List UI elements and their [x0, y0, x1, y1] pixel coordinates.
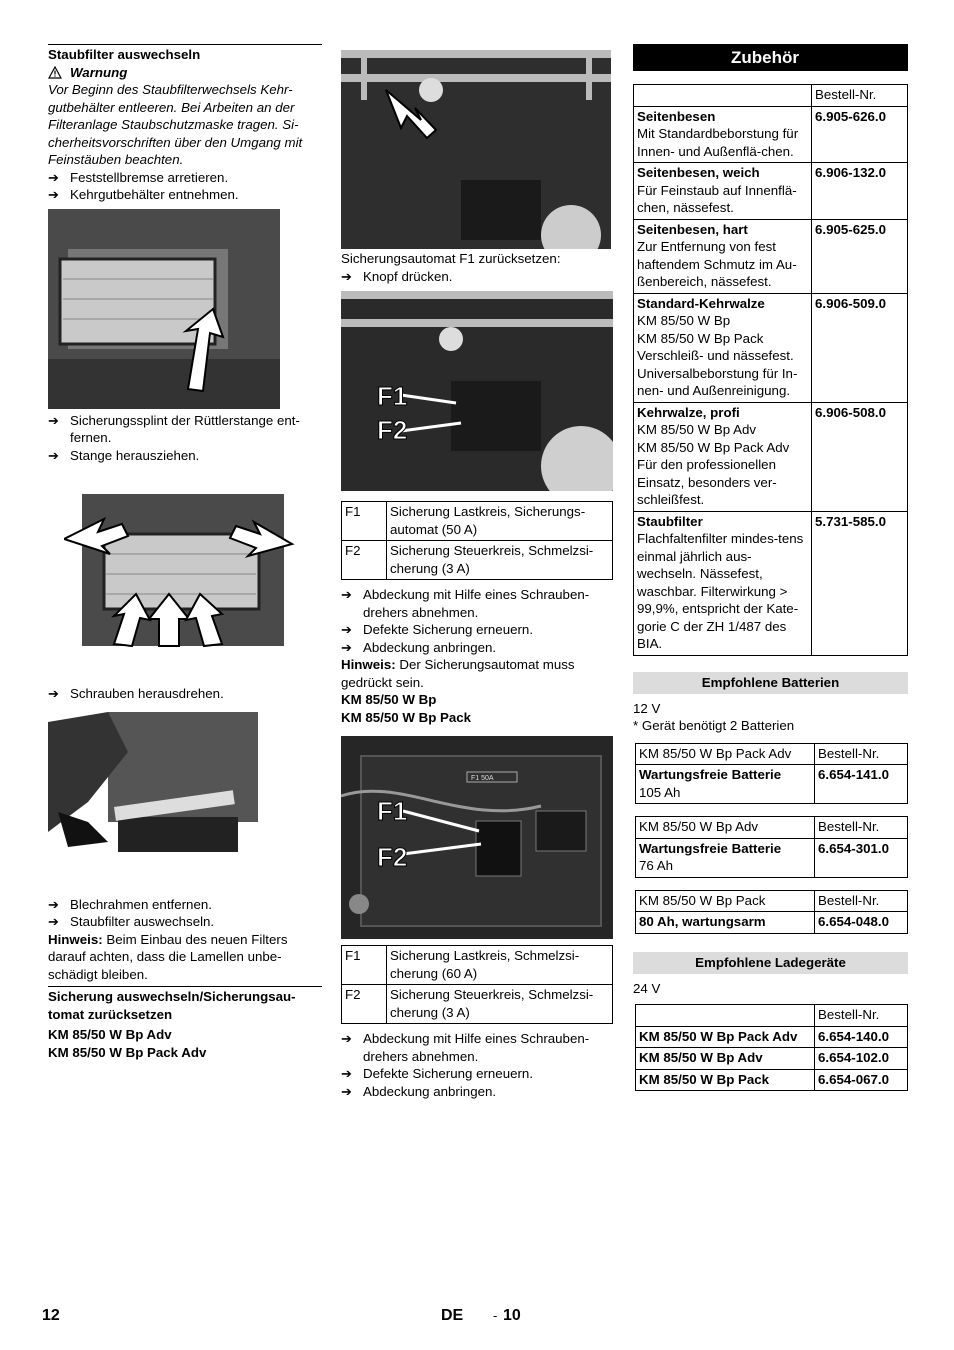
fuse-desc-cell: Sicherung Steuerkreis, Schmelzsi-cherung (3 A) — [387, 985, 613, 1024]
step-text: Sicherungssplint der Rüttlerstange ent-fernen. — [70, 412, 300, 445]
hint-label: Hinweis: — [48, 931, 103, 947]
photo-label-f1: F1 — [377, 381, 408, 411]
battery-capacity: 76 Ah — [639, 858, 674, 873]
step-item — [341, 1030, 613, 1065]
battery-name: Wartungsfreie Batterie — [639, 840, 782, 856]
footer-separator: - — [493, 1308, 498, 1323]
battery-model-cell: KM 85/50 W Bp Adv — [636, 817, 815, 839]
accessory-desc: Flachfaltenfilter mindes-tens einmal jährlich aus-wechseln. Nässefest, waschbar. Filterwirkung > 99,9%, entspricht der Kate-gorie C der ZH 1/487 des BIA. — [637, 531, 804, 651]
arrow-right-icon: ➔ — [48, 447, 59, 463]
battery-name-cell — [636, 838, 815, 877]
step-text: Feststellbremse arretieren. — [70, 169, 229, 185]
table-row — [342, 502, 613, 541]
accessory-cell — [634, 511, 812, 655]
accessory-desc: Mit Standardbeborstung für Innen- und Außenflä-chen. — [637, 126, 799, 159]
photo-filter-arrows — [64, 494, 312, 654]
table-row — [636, 1048, 908, 1070]
photo-filter-removal — [48, 712, 258, 852]
battery-model-cell: KM 85/50 W Bp Pack Adv — [636, 743, 815, 765]
column-3 — [633, 44, 908, 1091]
steps-list-3 — [48, 685, 322, 703]
step-item — [48, 186, 322, 204]
chargers-volt: 24 V — [633, 980, 661, 996]
table-row — [634, 219, 908, 293]
accessory-name: Seitenbesen, hart — [637, 221, 748, 237]
fuse-desc-cell: Sicherung Steuerkreis, Schmelzsi-cherung (3 A) — [387, 541, 613, 580]
battery-order-header: Bestell-Nr. — [815, 817, 908, 839]
charger-order-header: Bestell-Nr. — [815, 1005, 908, 1027]
step-text: Abdeckung anbringen. — [363, 1083, 497, 1099]
warning-triangle-icon — [48, 66, 62, 79]
model-line-1: KM 85/50 W Bp Adv — [48, 1027, 172, 1042]
hint-paragraph — [48, 931, 322, 984]
table-row — [636, 912, 908, 934]
step-text: Defekte Sicherung erneuern. — [363, 622, 534, 637]
battery-table — [635, 743, 908, 805]
step-text: Staubfilter auswechseln. — [70, 914, 215, 929]
accessory-name: Kehrwalze, profi — [637, 404, 740, 420]
arrow-right-icon: ➔ — [341, 622, 352, 637]
arrow-right-icon: ➔ — [341, 1066, 352, 1081]
steps-list-a — [341, 586, 613, 656]
step-item — [341, 268, 613, 286]
table-row — [342, 541, 613, 580]
step-text: Abdeckung anbringen. — [363, 639, 497, 655]
table-row — [636, 1069, 908, 1091]
fuse-desc-cell: Sicherung Lastkreis, Schmelzsi-cherung (60 A) — [387, 946, 613, 985]
accessory-name: Standard-Kehrwalze — [637, 295, 765, 311]
page-number: 12 — [42, 1307, 60, 1324]
photo-fuse-panel-3 — [341, 736, 613, 939]
table-row — [634, 85, 908, 107]
charger-model-cell: KM 85/50 W Bp Adv — [636, 1048, 815, 1070]
battery-name-cell — [636, 912, 815, 934]
battery-model-cell: KM 85/50 W Bp Pack — [636, 890, 815, 912]
battery-table — [635, 890, 908, 934]
battery-order-header: Bestell-Nr. — [815, 743, 908, 765]
accessory-desc: Für Feinstaub auf Innenflä-chen, nässefest. — [637, 182, 797, 215]
table-row — [634, 511, 908, 655]
zubehoer-heading: Zubehör — [633, 44, 908, 71]
step-item — [341, 639, 613, 657]
table-row — [342, 946, 613, 985]
table-row — [634, 163, 908, 220]
batteries-note: * Gerät benötigt 2 Batterien — [633, 718, 795, 733]
hint-text-2: Der Sicherungsautomat muss gedrückt sein. — [341, 657, 575, 690]
accessory-desc: KM 85/50 W Bp KM 85/50 W Bp Pack Verschleiß- und nässefest. Universalbeborstung für In-nen- und Außenreinigung. — [637, 313, 798, 398]
steps-list-2 — [48, 412, 322, 465]
photo-filter-open — [48, 209, 280, 409]
arrow-right-icon: ➔ — [341, 1031, 352, 1046]
charger-nr-cell: 6.654-067.0 — [815, 1069, 908, 1091]
table-row — [634, 106, 908, 163]
reset-text: Sicherungsautomat F1 zurücksetzen: — [341, 251, 561, 266]
order-header: Bestell-Nr. — [812, 85, 908, 107]
steps-list-4 — [48, 896, 322, 931]
table-row — [636, 1005, 908, 1027]
photo-label-f2: F2 — [377, 415, 408, 445]
accessory-cell — [634, 219, 812, 293]
accessory-cell — [634, 402, 812, 511]
hint-label-2: Hinweis: — [341, 657, 396, 672]
battery-order-header: Bestell-Nr. — [815, 890, 908, 912]
step-text: Abdeckung mit Hilfe eines Schrauben-drehers abnehmen. — [363, 587, 590, 620]
battery-nr-cell: 6.654-048.0 — [815, 912, 908, 934]
step-item — [341, 1065, 613, 1083]
language-code: DE — [441, 1307, 464, 1324]
column-1 — [48, 44, 322, 1061]
step-text: Abdeckung mit Hilfe eines Schrauben-drehers abnehmen. — [363, 1031, 590, 1064]
accessory-name: Seitenbesen — [637, 108, 716, 124]
photo-tag: F1 50A — [471, 775, 494, 782]
order-number-cell: 6.905-626.0 — [812, 106, 908, 163]
charger-nr-cell: 6.654-140.0 — [815, 1026, 908, 1048]
fuse-id-cell: F2 — [342, 541, 387, 580]
table-row — [636, 1026, 908, 1048]
arrow-right-icon: ➔ — [48, 412, 59, 428]
table-row — [634, 293, 908, 402]
fuse-id-cell: F2 — [342, 985, 387, 1024]
step-item — [341, 621, 613, 639]
battery-name: Wartungsfreie Batterie — [639, 767, 782, 782]
sub-page-number: 10 — [503, 1307, 521, 1324]
section-title-staubfilter: Staubfilter auswechseln — [48, 44, 322, 64]
warning-heading — [48, 64, 322, 82]
accessories-table — [633, 84, 908, 656]
arrow-right-icon: ➔ — [341, 587, 352, 602]
step-text: Schrauben herausdrehen. — [70, 686, 224, 701]
table-row — [636, 817, 908, 839]
battery-tables — [635, 743, 908, 934]
battery-name-cell — [636, 765, 815, 804]
step-text: Defekte Sicherung erneuern. — [363, 1066, 534, 1081]
photo-label-f2-b: F2 — [377, 842, 408, 872]
fuse-id-cell: F1 — [342, 946, 387, 985]
step-item — [48, 913, 322, 931]
accessory-desc: KM 85/50 W Bp Adv KM 85/50 W Bp Pack Adv Für den professionellen Einsatz, besonders ver-schleißfest. — [637, 422, 790, 507]
arrow-right-icon: ➔ — [48, 187, 59, 202]
table-row — [342, 985, 613, 1024]
fuse-table-1 — [341, 501, 613, 580]
model-line-3: KM 85/50 W Bp — [341, 692, 437, 707]
batteries-volt: 12 V — [633, 700, 661, 716]
hint-paragraph-2 — [341, 656, 613, 691]
battery-nr-cell: 6.654-141.0 — [815, 765, 908, 804]
arrow-right-icon: ➔ — [341, 1083, 352, 1099]
arrow-right-icon: ➔ — [48, 896, 59, 912]
warning-label: Warnung — [70, 64, 128, 80]
accessory-cell — [634, 106, 812, 163]
step-item — [48, 685, 322, 703]
arrow-right-icon: ➔ — [341, 639, 352, 655]
battery-name: 80 Ah, wartungsarm — [639, 914, 766, 929]
accessory-desc: Zur Entfernung von fest haftendem Schmutz im Au-ßenbereich, nässefest. — [637, 239, 797, 289]
step-item — [48, 896, 322, 914]
accessory-cell — [634, 293, 812, 402]
fuse-id-cell: F1 — [342, 502, 387, 541]
photo-label-f1-b: F1 — [377, 796, 408, 826]
battery-nr-cell: 6.654-301.0 — [815, 838, 908, 877]
step-item — [341, 586, 613, 621]
order-number-cell: 6.906-132.0 — [812, 163, 908, 220]
arrow-right-icon: ➔ — [48, 169, 59, 185]
photo-fuse-panel-1 — [341, 50, 611, 249]
accessory-cell — [634, 163, 812, 220]
hint-text: Beim Einbau des neuen Filters darauf achten, dass die Lamellen unbe-schädigt bleiben. — [48, 931, 288, 982]
chargers-heading: Empfohlene Ladegeräte — [633, 952, 908, 974]
arrow-right-icon: ➔ — [48, 914, 59, 929]
charger-model-cell: KM 85/50 W Bp Pack — [636, 1069, 815, 1091]
charger-model-cell: KM 85/50 W Bp Pack Adv — [636, 1026, 815, 1048]
step-text: Knopf drücken. — [363, 268, 453, 284]
charger-nr-cell: 6.654-102.0 — [815, 1048, 908, 1070]
table-row — [636, 765, 908, 804]
arrow-right-icon: ➔ — [341, 268, 352, 284]
photo-fuse-panel-2 — [341, 291, 613, 491]
model-line-2: KM 85/50 W Bp Pack Adv — [48, 1044, 207, 1060]
arrow-right-icon: ➔ — [48, 686, 59, 701]
chargers-table — [635, 1004, 908, 1091]
step-item — [341, 1083, 613, 1101]
steps-list-b — [341, 1030, 613, 1100]
table-row — [636, 838, 908, 877]
step-text: Kehrgutbehälter entnehmen. — [70, 187, 239, 202]
accessory-name: Staubfilter — [637, 513, 703, 529]
step-item — [48, 412, 322, 447]
order-number-cell: 6.906-509.0 — [812, 293, 908, 402]
order-number-cell: 5.731-585.0 — [812, 511, 908, 655]
step-item — [48, 447, 322, 465]
column-2 — [341, 50, 613, 1100]
fuse-desc-cell: Sicherung Lastkreis, Sicherungs-automat (50 A) — [387, 502, 613, 541]
accessory-name: Seitenbesen, weich — [637, 165, 760, 180]
step-text: Blechrahmen entfernen. — [70, 896, 212, 912]
fuse-table-2 — [341, 945, 613, 1024]
step-text: Stange herausziehen. — [70, 447, 200, 463]
warning-text: Vor Beginn des Staubfilterwechsels Kehr-gutbehälter entleeren. Bei Arbeiten an der Filteranlage Staubschutzmaske tragen. Si-cherheitsvorschriften über den Umgang mit Feinstäuben beachten. — [48, 82, 303, 167]
battery-capacity: 105 Ah — [639, 784, 681, 800]
batteries-heading: Empfohlene Batterien — [633, 672, 908, 694]
table-row — [636, 890, 908, 912]
table-row — [634, 402, 908, 511]
battery-table — [635, 816, 908, 878]
order-number-cell: 6.905-625.0 — [812, 219, 908, 293]
table-row — [636, 743, 908, 765]
order-number-cell: 6.906-508.0 — [812, 402, 908, 511]
model-line-4: KM 85/50 W Bp Pack — [341, 709, 472, 725]
step-item — [48, 169, 322, 187]
reset-steps — [341, 268, 613, 286]
section-title-sicherung: Sicherung auswechseln/Sicherungsau-tomat zurücksetzen — [48, 986, 322, 1023]
steps-list-1 — [48, 169, 322, 204]
